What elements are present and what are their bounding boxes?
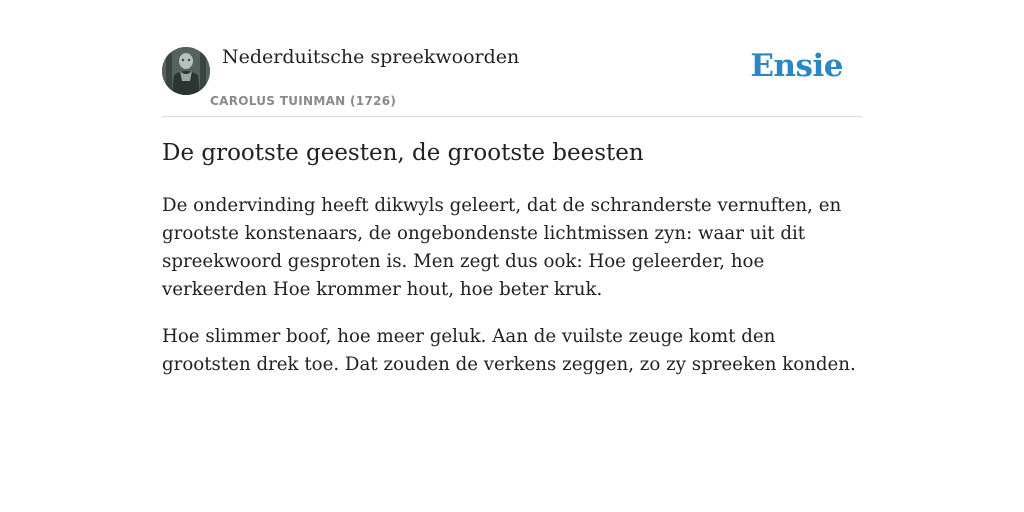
header: [162, 0, 862, 117]
author-label[interactable]: CAROLUS TUINMAN (1726): [210, 94, 397, 108]
entry-paragraph-2: Hoe slimmer boof, hoe meer geluk. Aan de vuilste zeuge komt den grootsten drek toe. Dat zouden de verkens zeggen, zo zy spreeken konden.: [162, 326, 856, 375]
entry-paragraph-1: De ondervinding heeft dikwyls geleert, dat de schranderste vernuften, en grootste konstenaars, de ongebondenste lichtmissen zyn: waar uit dit spreekwoord gesproten is. Men zegt dus ook: Hoe geleerder, hoe verkeerden Hoe krommer hout, hoe beter kruk.: [162, 195, 842, 300]
author-portrait-icon: [162, 47, 210, 95]
ensie-logo-link[interactable]: Ensie: [750, 48, 843, 84]
avatar[interactable]: [162, 47, 210, 95]
entry-title: De grootste geesten, de grootste beesten: [162, 140, 644, 166]
book-title[interactable]: Nederduitsche spreekwoorden: [222, 46, 520, 68]
